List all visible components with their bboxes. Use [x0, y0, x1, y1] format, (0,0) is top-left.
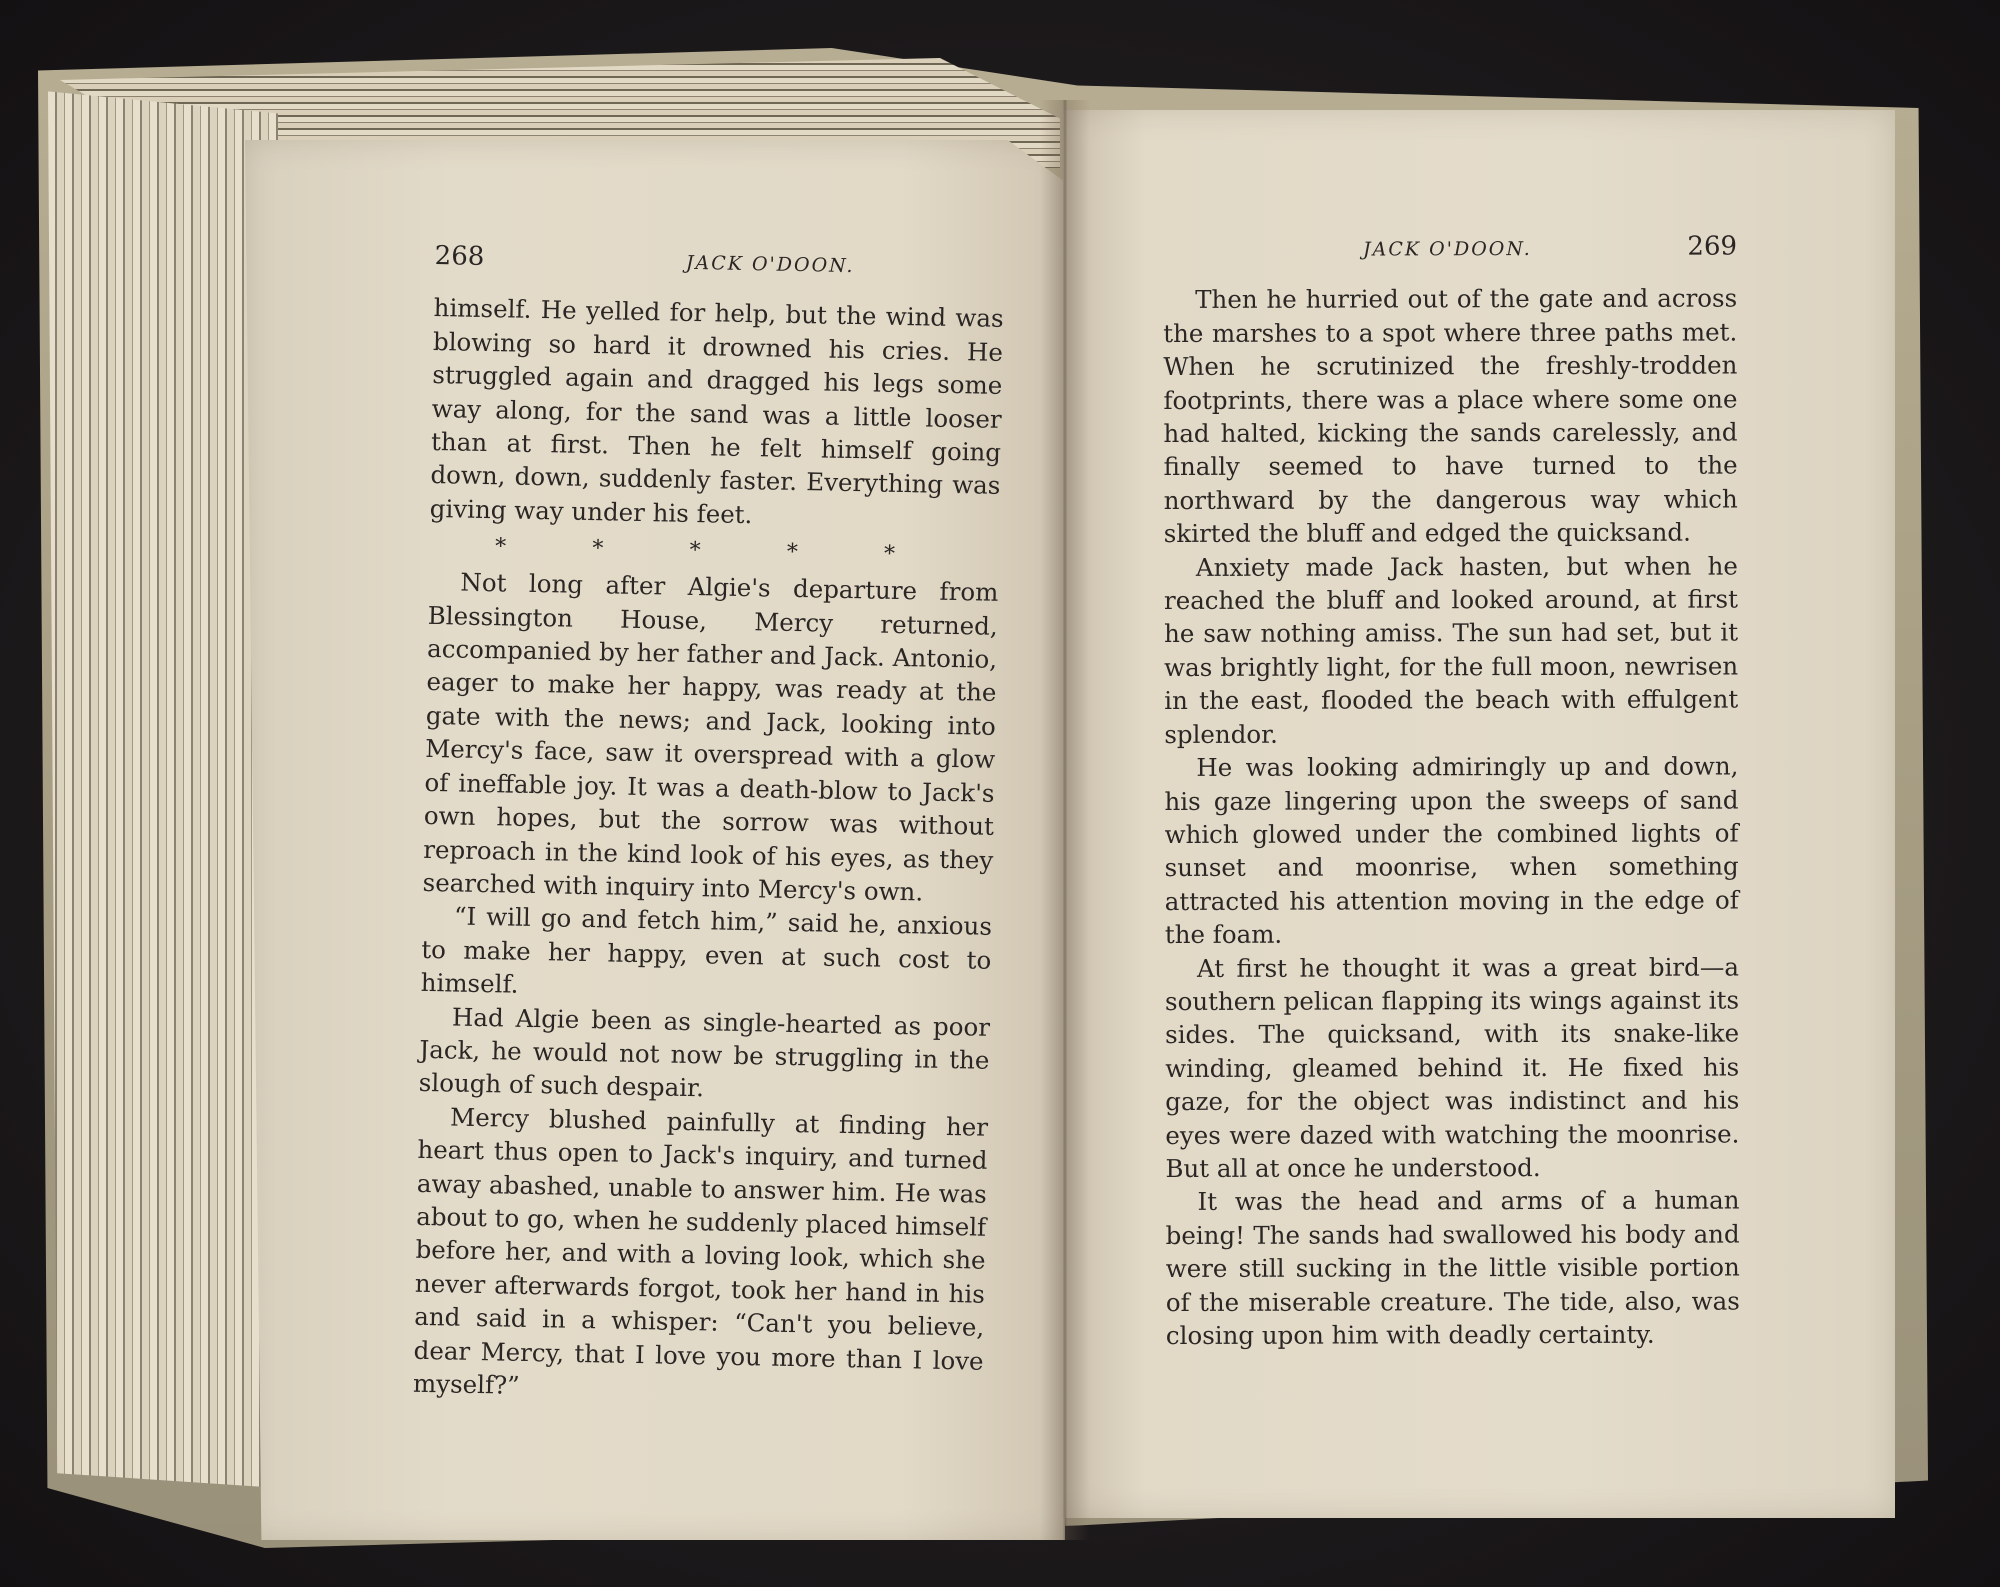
paragraph: It was the head and arms of a human being! The sands had swallowed his body and were still sucking in the little visible portion of the miserable creature. The tide, also, was closing upon him with deadly certainty. — [1165, 1185, 1740, 1350]
asterisk: * — [786, 540, 799, 566]
paragraph: “I will go and fetch him,” said he, anxious to make her happy, even at such cost to himself. — [420, 901, 993, 999]
page-edges-left — [48, 62, 278, 1532]
right-page-header — [1163, 230, 1737, 267]
page-number: 268 — [434, 240, 485, 272]
paragraph: Not long after Algie's departure from Blessington House, Mercy returned, accompanied by her father and Jack. Antonio, eager to make her happy, was ready at the gate with the news; and Jack, looking into Mercy's face, saw it overspread with a glow of ineffable joy. It was a death-blow to Jack's own hopes, but the sorrow was without reproach in the kind look of his eyes, as they searched with inquiry into Mercy's own. — [422, 567, 999, 907]
book-gutter — [1040, 100, 1090, 1540]
paragraph: Then he hurried out of the gate and across the marshes to a spot where three paths met. When he scrutinized the freshly-trodden footprints, there was a place where some one had halted, kicking the sands carelessly, and finally seemed to have turned to the northward by the dangerous way which skirted the bluff and edged the quicksand. — [1163, 283, 1738, 549]
asterisk: * — [689, 538, 701, 564]
paragraph: He was looking admiringly up and down, his gaze lingering upon the sweeps of sand which glowed under the combined lights of sunset and moonrise, when something attracted his attention moving in the edge of the foam. — [1164, 751, 1739, 950]
right-page-text — [1163, 230, 1740, 1352]
running-head: JACK O'DOON. — [1363, 238, 1532, 261]
paragraph: himself. He yelled for help, but the wind was blowing so hard it drowned his cries. He struggled again and dragged his legs some way along, for the sand was a little looser than at first. Then he felt himself going down, down, suddenly faster. Everything was giving way under his feet. — [429, 293, 1004, 529]
running-head: JACK O'DOON. — [685, 251, 855, 278]
paragraph: Anxiety made Jack hasten, but when he reached the bluff and looked around, at first he saw nothing amiss. The sun had set, but it was brightly light, for the full moon, newrisen in the east, flooded the beach with effulgent splendor. — [1163, 551, 1739, 749]
paragraph: At first he thought it was a great bird—a southern pelican flapping its wings against its sides. The quicksand, with its snake-like winding, gleamed behind it. He fixed his gaze, for the object was indistinct and his eyes were dazed with watching the moonrise. But all at once he understood. — [1164, 952, 1740, 1183]
paragraph: Mercy blushed painfully at finding her heart thus open to Jack's inquiry, and turned away abashed, unable to answer him. He was about to go, when he suddenly placed himself before her, and with a loving look, which she never afterwards forgot, took her hand in his and said in a whisper: “Can't you believe, dear Mercy, that I love you more than I love myself?” — [412, 1102, 989, 1400]
asterisk: * — [592, 536, 604, 562]
asterisk: * — [494, 534, 507, 560]
asterisk: * — [883, 541, 896, 568]
section-break — [495, 532, 896, 570]
left-page-text — [413, 240, 1005, 1411]
paragraph: Had Algie been as single-hearted as poor Jack, he would not now be struggling in the slough of such despair. — [418, 1002, 991, 1103]
page-number: 269 — [1687, 231, 1738, 262]
